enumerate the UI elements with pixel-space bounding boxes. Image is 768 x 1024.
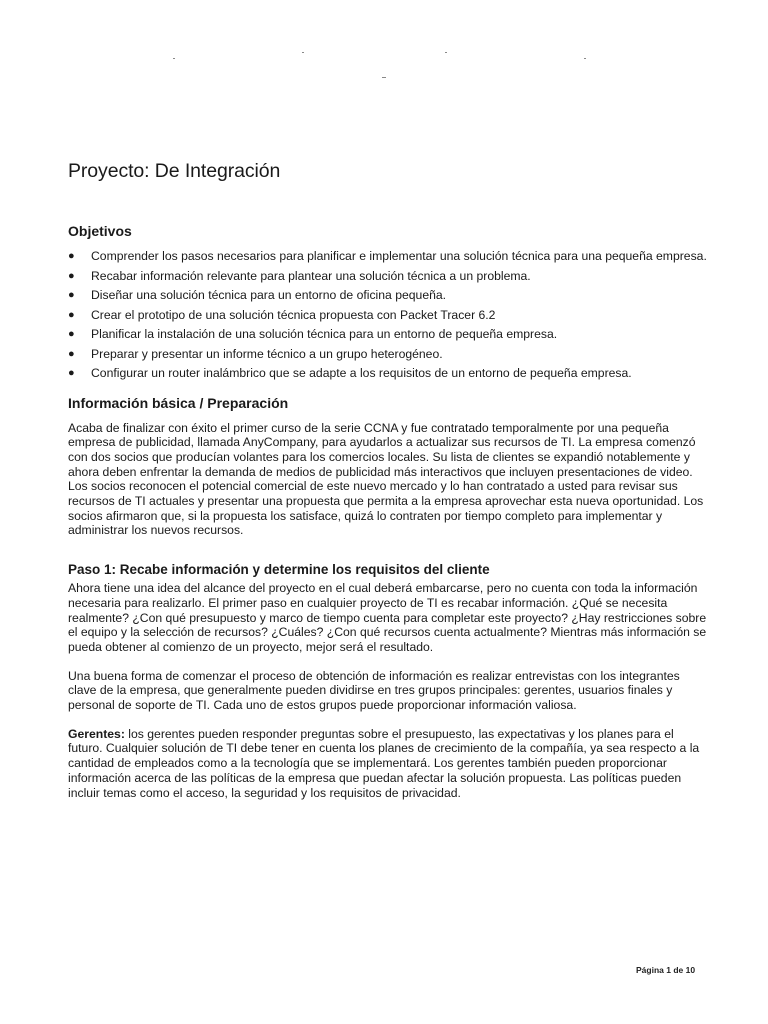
background-paragraph: Acaba de finalizar con éxito el primer curso de la serie CCNA y fue contratado temporalmente por una pequeña empresa de publicidad, llamada AnyCompany, para ayudarlos a actualizar sus recursos de TI. La empresa comenzó con dos socios que producían volantes para los comercios locales. Su lista de clientes se expandió notablemente y ahora deben enfrentar la demanda de medios de publicidad más interactivos que incluyen presentaciones de video. Los socios reconocen el potencial comercial de este nuevo mercado y lo han contratado a usted para revisar sus recursos de TI actuales y presentar una propuesta que permita a la empresa aprovechar esta nueva oportunidad. Los socios afirmaron que, si la propuesta los satisface, quizá lo contraten por tiempo completo para implementar y administrar los nuevos recursos. bbox=[68, 420, 704, 538]
scan-artifact-dot bbox=[382, 77, 386, 78]
step1-paragraph: Una buena forma de comenzar el proceso de obtención de información es realizar entrevistas con los integrantes clave de la empresa, que generalmente pueden dividirse en tres grupos principales: gerentes, usuarios finales y personal de soporte de TI. Cada uno de estos grupos puede proporcionar información valiosa. bbox=[68, 668, 680, 713]
bullet-icon: ● bbox=[68, 347, 75, 360]
objective-text: Planificar la instalación de una solución técnica para un entorno de pequeña empresa. bbox=[91, 327, 558, 341]
document-content bbox=[68, 160, 708, 814]
objective-item bbox=[68, 249, 708, 264]
background-heading: Información básica / Preparación bbox=[68, 394, 289, 411]
scan-artifact-dot bbox=[445, 52, 447, 53]
managers-text: los gerentes pueden responder preguntas sobre el presupuesto, las expectativas y los planes para el futuro. Cualquier solución de TI debe tener en cuenta los planes de crecimiento de la compañía, ya sea respecto a la cantidad de empleados como a la tecnología que se implementará. Los gerentes también pueden proporcionar información acerca de las políticas de la empresa que puedan afectar la solución propuesta. Las políticas pueden incluir temas como el acceso, la seguridad y los requisitos de privacidad. bbox=[68, 726, 700, 800]
objective-item bbox=[68, 366, 708, 381]
objective-text: Diseñar una solución técnica para un entorno de oficina pequeña. bbox=[91, 288, 447, 302]
document-title: Proyecto: De Integración bbox=[68, 160, 281, 182]
objective-text: Recabar información relevante para plantear una solución técnica a un problema. bbox=[91, 268, 531, 283]
objective-item bbox=[68, 288, 708, 303]
objective-text: Preparar y presentar un informe técnico a un grupo heterogéneo. bbox=[91, 346, 443, 361]
scan-artifact-dot bbox=[173, 58, 175, 59]
bullet-icon: ● bbox=[68, 328, 75, 340]
page-number: Página 1 de 10 bbox=[636, 965, 696, 975]
objective-text: Crear el prototipo de una solución técnica propuesta con Packet Tracer 6.2 bbox=[91, 307, 496, 322]
objectives-heading: Objetivos bbox=[68, 223, 132, 239]
bullet-icon: ● bbox=[68, 250, 75, 262]
objectives-list bbox=[68, 249, 708, 381]
objective-text: Configurar un router inalámbrico que se adapte a los requisitos de un entorno de pequeña empresa. bbox=[91, 366, 632, 380]
objective-item bbox=[68, 269, 708, 284]
bullet-icon: ● bbox=[68, 269, 75, 282]
bullet-icon: ● bbox=[68, 367, 75, 379]
step1-heading: Paso 1: Recabe información y determine los requisitos del cliente bbox=[68, 562, 490, 578]
bullet-icon: ● bbox=[68, 289, 75, 301]
objective-item bbox=[68, 347, 708, 362]
managers-paragraph bbox=[68, 727, 708, 801]
objective-item bbox=[68, 327, 708, 342]
step1-paragraph: Ahora tiene una idea del alcance del proyecto en el cual deberá embarcarse, pero no cuenta con toda la información necesaria para realizarlo. El primer paso en cualquier proyecto de TI es recabar información. ¿Qué se necesita realmente? ¿Con qué presupuesto y marco de tiempo cuenta para completar este proyecto? ¿Hay restricciones sobre el equipo y la selección de recursos? ¿Cuáles? ¿Con qué recursos cuenta actualmente? Mientras más información se pueda obtener al comienzo de un proyecto, mejor será el resultado. bbox=[68, 581, 707, 654]
scan-artifact-dot bbox=[584, 58, 586, 59]
bullet-icon: ● bbox=[68, 308, 75, 321]
objective-text: Comprender los pasos necesarios para planificar e implementar una solución técnica para una pequeña empresa. bbox=[91, 249, 707, 263]
managers-label: Gerentes: bbox=[68, 726, 125, 741]
objective-item bbox=[68, 308, 708, 323]
scan-artifact-dot bbox=[302, 52, 304, 53]
